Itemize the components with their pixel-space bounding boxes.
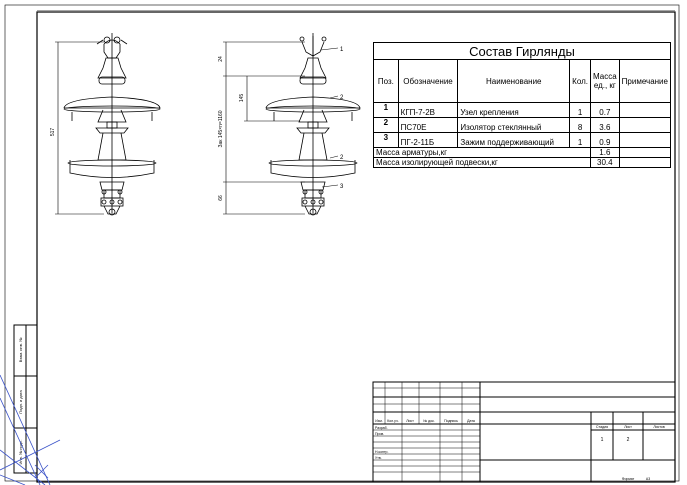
tb-col-sign: Подпись bbox=[444, 419, 458, 423]
row-name: Изолятор стеклянный bbox=[458, 118, 570, 133]
dim-pitch-label: 145 bbox=[239, 93, 245, 103]
tb-sheets-label: Листов bbox=[653, 425, 665, 429]
row-note bbox=[619, 133, 670, 148]
tb-row-utv: Утв. bbox=[375, 456, 382, 460]
total-value: 30.4 bbox=[591, 158, 620, 168]
tb-sheet-value: 1 bbox=[600, 437, 604, 443]
stamp-label-1: Взам. инв. № bbox=[18, 337, 23, 363]
tb-col-kol: Кол.уч. bbox=[387, 419, 399, 423]
tb-format-value: А3 bbox=[645, 477, 651, 481]
col-pos: Поз. bbox=[374, 60, 399, 103]
table-header-row bbox=[374, 60, 671, 103]
tb-col-date: Дата bbox=[467, 419, 475, 423]
stamp-label-3: Инв. № подл. bbox=[18, 439, 23, 465]
tb-sheet-label: Лист bbox=[624, 425, 632, 429]
callout-2b: 2 bbox=[340, 155, 344, 161]
col-qty: Кол. bbox=[570, 60, 591, 103]
callout-3: 3 bbox=[340, 184, 344, 190]
col-note: Примечание bbox=[619, 60, 670, 103]
tb-format-label: Формат bbox=[621, 477, 635, 481]
tb-sheets-value: 2 bbox=[626, 437, 630, 443]
row-note bbox=[619, 103, 670, 118]
row-mass: 0.9 bbox=[591, 133, 620, 148]
tb-col-izm: Изм. bbox=[375, 419, 383, 423]
col-unit-mass: Масса ед., кг bbox=[591, 60, 620, 103]
table-row bbox=[374, 118, 671, 133]
tb-row-razrab: Разраб. bbox=[375, 426, 388, 430]
composition-table bbox=[373, 42, 671, 168]
tb-row-nkontr: Н.контр. bbox=[375, 450, 389, 454]
tb-row-prov: Пров. bbox=[375, 432, 385, 436]
total-row bbox=[374, 158, 671, 168]
table-row bbox=[374, 103, 671, 118]
row-pos: 3 bbox=[374, 133, 399, 148]
tb-col-doc: № док. bbox=[423, 419, 435, 423]
row-designation: КГП-7-2В bbox=[398, 103, 458, 118]
row-qty: 8 bbox=[570, 118, 591, 133]
row-designation: ПС70Е bbox=[398, 118, 458, 133]
tb-stage-label: Стадия bbox=[596, 425, 608, 429]
dim-bottom-label: 66 bbox=[218, 195, 224, 201]
dim-top-label: 24 bbox=[218, 56, 224, 62]
row-mass: 3.6 bbox=[591, 118, 620, 133]
table-title: Состав Гирлянды bbox=[374, 43, 671, 60]
dim-string-label: Зак 145×n=1160 bbox=[218, 110, 224, 148]
row-name: Узел крепления bbox=[458, 103, 570, 118]
row-mass: 0.7 bbox=[591, 103, 620, 118]
total-value: 1.6 bbox=[591, 148, 620, 158]
total-label: Масса изолирующей подвески,кг bbox=[374, 158, 591, 168]
row-pos: 2 bbox=[374, 118, 399, 133]
col-designation: Обозначение bbox=[398, 60, 458, 103]
row-pos: 1 bbox=[374, 103, 399, 118]
tb-col-list: Лист bbox=[406, 419, 414, 423]
callout-2a: 2 bbox=[340, 95, 344, 101]
table-row bbox=[374, 133, 671, 148]
row-note bbox=[619, 118, 670, 133]
row-qty: 1 bbox=[570, 133, 591, 148]
row-qty: 1 bbox=[570, 103, 591, 118]
col-name: Наименование bbox=[458, 60, 570, 103]
total-label: Масса арматуры,кг bbox=[374, 148, 591, 158]
stamp-label-2: Подп. и дата bbox=[18, 390, 23, 414]
callout-1: 1 bbox=[340, 47, 344, 53]
row-name: Зажим поддерживающий bbox=[458, 133, 570, 148]
row-designation: ПГ-2-11Б bbox=[398, 133, 458, 148]
dim-overall-label: 517 bbox=[50, 127, 56, 137]
total-row bbox=[374, 148, 671, 158]
